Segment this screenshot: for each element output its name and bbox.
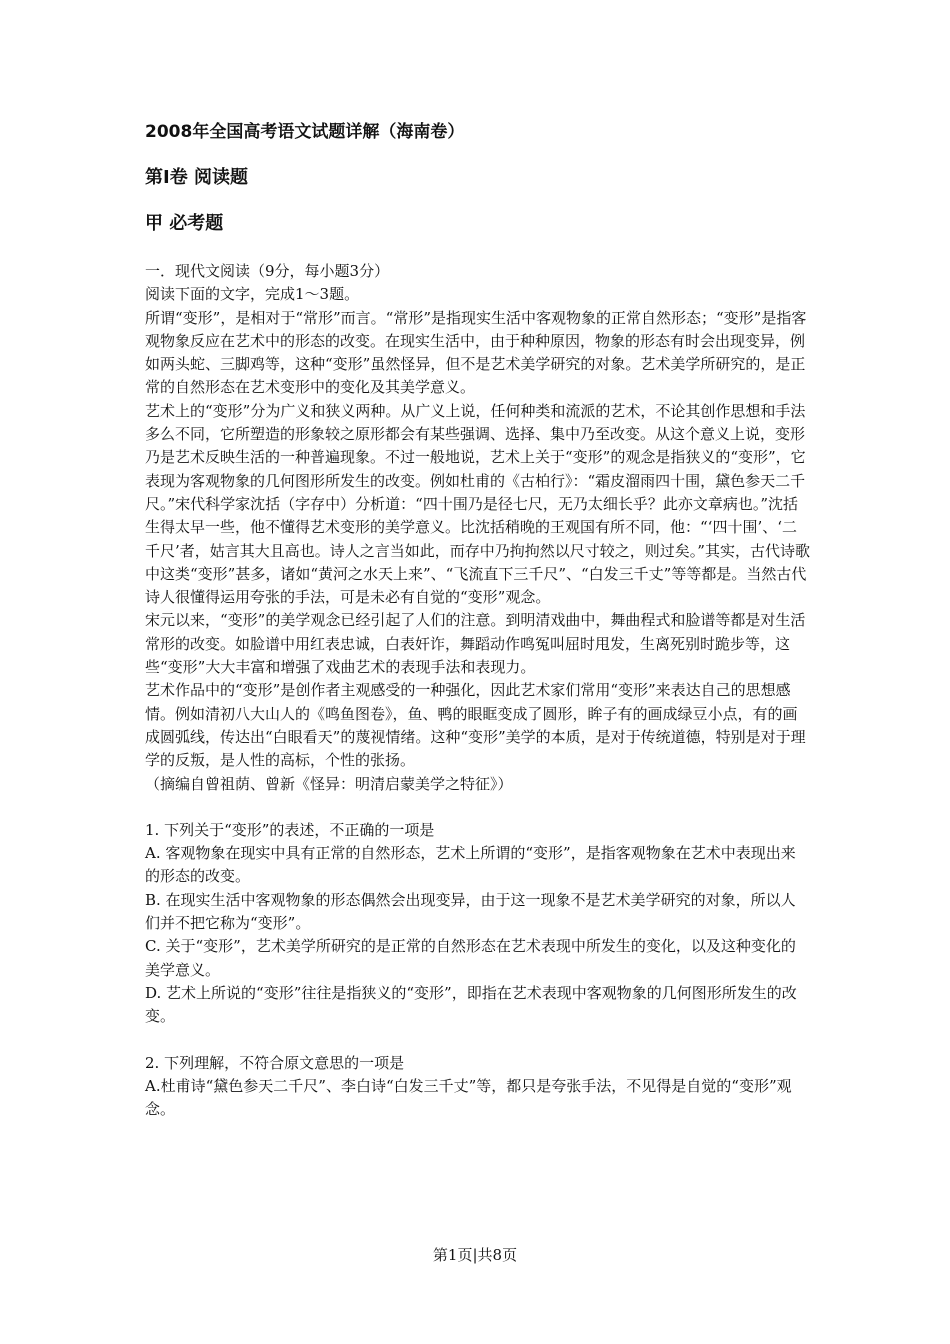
question-1-option-d: D. 艺术上所说的“变形”往往是指狭义的“变形”，即指在艺术表现中客观物象的几何图形所发生的改变。 (145, 983, 797, 1026)
document-title: 2008年全国高考语文试题详解（海南卷） (145, 122, 465, 142)
document-content (145, 120, 810, 1121)
spacer (145, 796, 810, 819)
subsection-heading: 甲 必考题 (145, 213, 224, 234)
question-1-stem: 1. 下列关于“变形”的表述，不正确的一项是 (145, 820, 435, 839)
page-footer: 第1页|共8页 (432, 1246, 518, 1264)
reading-section (145, 260, 810, 1121)
section-heading: 第Ⅰ卷 阅读题 (145, 167, 248, 188)
question-2-option-a: A.杜甫诗“黛色参天二千尺”、李白诗“白发三千丈”等，都只是夸张手法，不见得是自觉的“变形”观念。 (145, 1076, 792, 1119)
reading-instruction: 阅读下面的文字，完成1～3题。 (145, 285, 360, 304)
question-1-option-b: B. 在现实生活中客观物象的形态偶然会出现变异，由于这一现象不是艺术美学研究的对象，所以人们并不把它称为“变形”。 (145, 890, 796, 933)
question-2-stem: 2. 下列理解，不符合原文意思的一项是 (145, 1053, 405, 1072)
reading-paragraph: 艺术作品中的“变形”是创作者主观感受的一种强化，因此艺术家们常用“变形”来表达自己的思想感情。例如清初八大山人的《鸣鱼图卷》，鱼、鸭的眼眶变成了圆形，眸子有的画成绿豆小点，有的画成圆弧线，传达出“白眼看天”的蔑视情绪。这种“变形”美学的本质，是对于传统道德，特别是对于理学的反叛，是人性的高标，个性的张扬。 (145, 681, 806, 770)
reading-header: 一．现代文阅读（9分，每小题3分） (145, 262, 390, 280)
reading-paragraph: 艺术上的“变形”分为广义和狭义两种。从广义上说，任何种类和流派的艺术，不论其创作思想和手法多么不同，它所塑造的形象较之原形都会有某些强调、选择、集中乃至改变。从这个意义上说，变形乃是艺术反映生活的一种普遍现象。不过一般地说，艺术上关于“变形”的观念是指狭义的“变形”，它表现为客观物象的几何图形所发生的改变。例如杜甫的《古柏行》：“霜皮溜雨四十围，黛色参天二千尺。”宋代科学家沈括（字存中）分析道：“四十围乃是径七尺，无乃太细长乎？此亦文章病也。”沈括生得太早一些，他不懂得艺术变形的美学意义。比沈括稍晚的王观国有所不同，他：“‘四十围’、‘二千尺’者，姑言其大且高也。诗人之言当如此，而存中乃拘拘然以尺寸较之，则过矣。”其实，古代诗歌中这类“变形”甚多，诸如“黄河之水天上来”、“飞流直下三千尺”、“白发三千丈”等等都是。当然古代诗人很懂得运用夸张的手法，可是未必有自觉的“变形”观念。 (145, 401, 810, 607)
reading-paragraph: 宋元以来，“变形”的美学观念已经引起了人们的注意。到明清戏曲中，舞曲程式和脸谱等都是对生活常形的改变。如脸谱中用红表忠诚，白表奸诈，舞蹈动作鸣冤叫屈时甩发，生离死别时跪步等，这些“变形”大大丰富和增强了戏曲艺术的表现手法和表现力。 (145, 611, 806, 677)
question-1-option-a: A. 客观物象在现实中具有正常的自然形态，艺术上所谓的“变形”，是指客观物象在艺术中表现出来的形态的改变。 (145, 844, 796, 886)
question-1-option-c: C. 关于“变形”，艺术美学所研究的是正常的自然形态在艺术表现中所发生的变化，以及这种变化的美学意义。 (145, 937, 796, 979)
reading-paragraph: 所谓“变形”，是相对于“常形”而言。“常形”是指现实生活中客观物象的正常自然形态；“变形”是指客观物象反应在艺术中的形态的改变。在现实生活中，由于种种原因，物象的形态有时会出现变异，例如两头蛇、三脚鸡等，这种“变形”虽然怪异，但不是艺术美学研究的对象。艺术美学所研究的，是正常的自然形态在艺术变形中的变化及其美学意义。 (145, 308, 807, 397)
reading-source: （摘编自曾祖荫、曾新《怪异：明清启蒙美学之特征》） (145, 774, 513, 793)
spacer (145, 1029, 810, 1052)
